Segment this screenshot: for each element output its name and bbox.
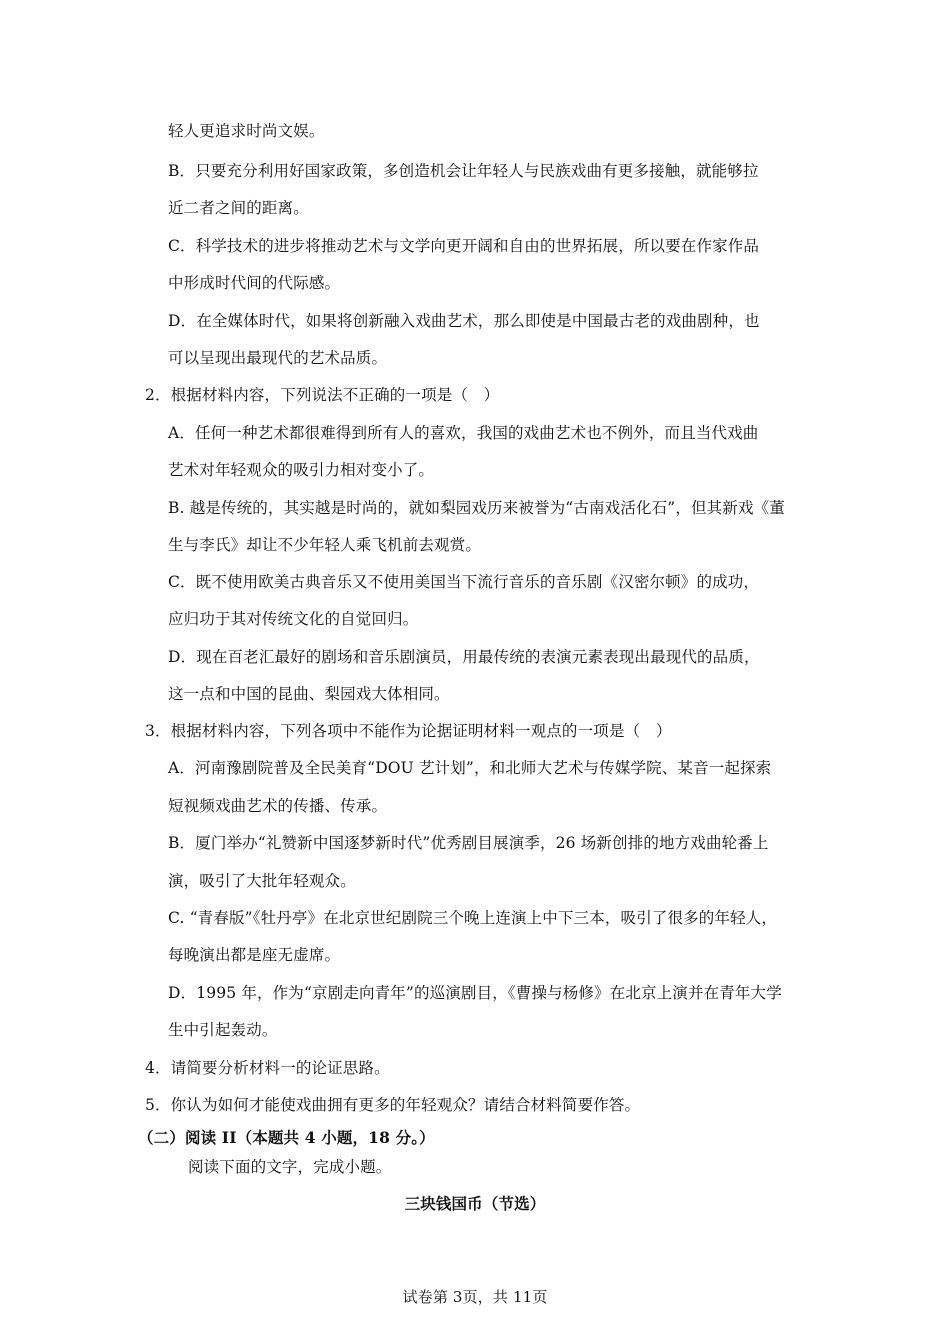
text-line: 每晚演出都是座无虚席。 [168, 946, 341, 964]
text-line: 演，吸引了大批年轻观众。 [168, 872, 356, 890]
option-b-line: B. 越是传统的，其实越是时尚的，就如梨园戏历来被誉为“古南戏活化石”，但其新戏《董 [168, 499, 785, 517]
option-d-line: D．1995 年，作为“京剧走向青年”的巡演剧目，《曹操与杨修》在北京上演并在青年大学 [168, 984, 782, 1002]
text-line: 应归功于其对传统文化的自觉回归。 [168, 610, 419, 628]
article-title: 三块钱国币（节选） [404, 1194, 546, 1213]
option-c-line: C．既不使用欧美古典音乐又不使用美国当下流行音乐的音乐剧《汉密尔顿》的成功， [168, 573, 760, 591]
option-b-line: B．厦门举办“礼赞新中国逐梦新时代”优秀剧目展演季，26 场新创排的地方戏曲轮番上 [168, 834, 769, 852]
option-a-line: A．任何一种艺术都很难得到所有人的喜欢，我国的戏曲艺术也不例外，而且当代戏曲 [168, 424, 759, 442]
option-b-line: B．只要充分利用好国家政策，多创造机会让年轻人与民族戏曲有更多接触，就能够拉 [168, 162, 759, 180]
question-4: 4．请简要分析材料一的论证思路。 [145, 1059, 390, 1077]
text-line: 中形成时代间的代际感。 [168, 274, 341, 292]
question-3: 3．根据材料内容，下列各项中不能作为论据证明材料一观点的一项是（ ） [145, 722, 672, 740]
text-line: 艺术对年轻观众的吸引力相对变小了。 [168, 461, 435, 479]
question-5: 5．你认为如何才能使戏曲拥有更多的年轻观众？请结合材料简要作答。 [145, 1096, 641, 1114]
option-d-line: D．在全媒体时代，如果将创新融入戏曲艺术，那么即使是中国最古老的戏曲剧种，也 [168, 312, 760, 330]
option-c-line: C．科学技术的进步将推动艺术与文学向更开阔和自由的世界拓展，所以要在作家作品 [168, 237, 760, 255]
section-heading: （二）阅读 II（本题共 4 小题，18 分。） [138, 1128, 435, 1147]
text-line: 轻人更追求时尚文娱。 [168, 122, 325, 140]
text-line: 近二者之间的距离。 [168, 199, 309, 217]
question-2: 2．根据材料内容，下列说法不正确的一项是（ ） [145, 386, 500, 404]
option-c-line: C. “青春版”《牡丹亭》在北京世纪剧院三个晚上连演上中下三本，吸引了很多的年轻人， [168, 909, 778, 927]
page-footer: 试卷第 3页，共 11页 [402, 1288, 548, 1306]
text-line: 短视频戏曲艺术的传播、传承。 [168, 797, 388, 815]
instruction-text: 阅读下面的文字，完成小题。 [188, 1158, 392, 1176]
text-line: 这一点和中国的昆曲、梨园戏大体相同。 [168, 685, 450, 703]
option-a-line: A．河南豫剧院普及全民美育“DOU 艺计划”，和北师大艺术与传媒学院、某音一起探索 [168, 759, 772, 777]
text-line: 可以呈现出最现代的艺术品质。 [168, 349, 388, 367]
option-d-line: D．现在百老汇最好的剧场和音乐剧演员，用最传统的表演元素表现出最现代的品质， [168, 648, 760, 666]
text-line: 生与李氏》却让不少年轻人乘飞机前去观赏。 [168, 536, 482, 554]
text-line: 生中引起轰动。 [168, 1021, 278, 1039]
